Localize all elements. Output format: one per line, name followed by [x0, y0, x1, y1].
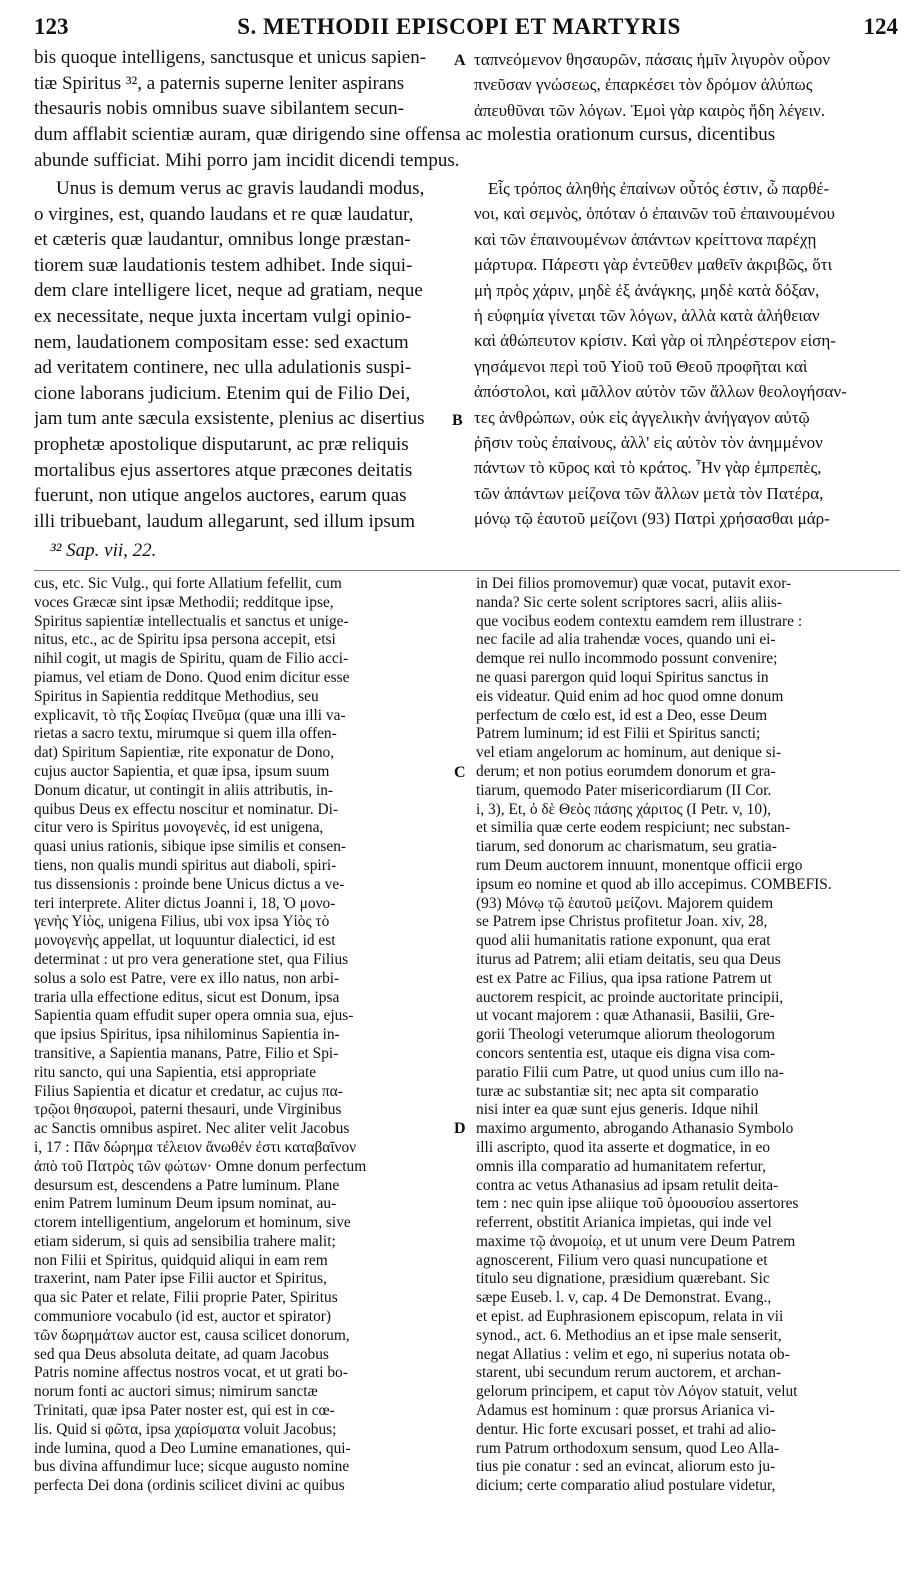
note-line: tiarum, sed donorum ac charismatum, seu gratia-	[476, 838, 777, 856]
text-line: cione laborans judicium. Etenim qui de Filio Dei,	[34, 382, 411, 404]
latin-top-column	[34, 45, 452, 122]
text-line: καὶ τῶν ἐπαινουμένων ἁπάντων κρείττονα παρέχῃ	[474, 229, 817, 249]
text-line: μὴ πρὸς χάριν, μηδὲ ἐξ ἀνάγκης, μηδὲ κατὰ δόξαν,	[474, 280, 820, 300]
text-line: καὶ ἀθώπευτον κρίσιν. Καὶ γὰρ οἱ πληρέστερον εἰση-	[474, 331, 836, 351]
note-line: qua sic Pater et relate, Filii proprie Pater, Spiritus	[34, 1289, 338, 1307]
note-line: et epist. ad Euphrasionem episcopum, relata in vii	[476, 1308, 784, 1326]
note-line: Spiritus sapientiæ intellectualis et sanctus et unige-	[34, 612, 349, 630]
note-line: citur vero is Spiritus μονογενὲς, id est unigena,	[34, 819, 324, 837]
note-line: vel etiam angelorum ac hominum, aut denique si-	[476, 744, 782, 762]
greek-main-column	[474, 176, 898, 532]
note-line: voces Græcæ sint ipsæ Methodii; redditque ipse,	[34, 593, 334, 611]
page-number-right: 124	[863, 14, 898, 39]
note-line: tus dissensionis : proinde bene Unicus dictus a ve-	[34, 875, 345, 893]
text-line: thesauris nobis omnibus suave sibilantem secun-	[34, 98, 404, 120]
note-line: Trinitati, quæ ipsa Pater noster est, qui est in cœ-	[34, 1402, 335, 1420]
note-line: dicium; certe comparatio aliud postulare videtur,	[476, 1477, 776, 1495]
note-line: auctorem respicit, ac proinde auctoritate principii,	[476, 988, 784, 1006]
note-line: titulo seu dignatione, præsidium quærebant. Sic	[476, 1270, 770, 1288]
note-line: perfectum de cœlo est, id est a Deo, esse Deum	[476, 706, 768, 724]
text-line: μόνῳ τῷ ἑαυτοῦ μείζονι (93) Πατρὶ χρήσασθαι μάρ-	[474, 509, 830, 529]
note-line: maximo argumento, abrogando Athanasio Symbolo	[476, 1120, 794, 1138]
text-line: jam tum ante sæcula exsistente, plenius ac disertius	[34, 408, 425, 430]
note-line: omnis illa comparatio ad humanitatem refertur,	[476, 1157, 766, 1175]
note-line: teri interprete. Aliter dictus Joanni i, 18, Ὁ μονο-	[34, 894, 336, 912]
note-line: γενὴς Υἱὸς, unigena Filius, ubi vox ipsa Υἱὸς τὸ	[34, 913, 330, 931]
footnote: ³² Sap. vii, 22.	[50, 540, 157, 561]
text-line: μάρτυρα. Πάρεστι γὰρ ἐντεῦθεν μαθεῖν ἀκριβῶς, ὅτι	[474, 255, 833, 275]
note-line: gorii Theologi veterumque aliorum theologorum	[476, 1026, 775, 1044]
running-title: S. METHODII EPISCOPI ET MARTYRIS	[237, 14, 681, 39]
note-line: nec facile ad alia trahendæ voces, quando uni ei-	[476, 631, 776, 649]
note-line: etiam siderum, si quis ad sensibilia trahere malit;	[34, 1232, 336, 1250]
note-line: inde lumina, quod a Deo Lumine emanationes, qui-	[34, 1439, 351, 1457]
full-width-lines	[34, 122, 900, 173]
note-line: rum Patrum orthodoxum sensum, quod Leo Alla-	[476, 1439, 780, 1457]
page-number-left: 123	[34, 14, 69, 39]
note-line: maxime τῷ ἀνομοίῳ, et ut unum vere Deum Patrem	[476, 1232, 796, 1250]
note-line: Sapientia quam effudit super opera omnia sua, ejus-	[34, 1007, 354, 1025]
text-line: πάντων τὸ κῦρος καὶ τὸ κράτος. Ἦν γὰρ ἐμπρεπὲς,	[474, 458, 822, 478]
note-line: ctorem intelligentium, angelorum et hominum, sive	[34, 1214, 351, 1232]
note-line: Spiritus in Sapientia redditque Methodius, seu	[34, 687, 319, 705]
text-line: mortalibus ejus assertores atque præcones deitatis	[34, 459, 413, 481]
text-line: νοι, καὶ σεμνὸς, ὁπόταν ὁ ἐπαινῶν τοῦ ἐπαινουμένου	[474, 204, 835, 224]
note-line: paratio Filii cum Patre, ut quod unius cum illo na-	[476, 1063, 784, 1081]
notes-right-column	[476, 575, 900, 1496]
note-line: dat) Spiritum Sapientiæ, rite exponatur de Dono,	[34, 744, 335, 762]
note-line: determinat : ut pro vera generatione stet, qua Filius	[34, 950, 349, 968]
note-line: concors sententia est, utaque eis digna visa com-	[476, 1044, 776, 1062]
note-line: tius pie conatur : sed an evincat, aliorum esto ju-	[476, 1458, 776, 1476]
text-line: Εἷς τρόπος ἀληθὴς ἐπαίνων οὗτός ἐστιν, ὦ παρθέ-	[488, 179, 830, 198]
margin-marker-b: B	[452, 412, 463, 429]
note-line: (93) Μόνῳ τῷ ἑαυτοῦ μείζονι. Majorem quidem	[476, 894, 774, 912]
text-line: o virgines, est, quando laudans et re quæ laudatur,	[34, 203, 414, 225]
margin-marker-d: D	[454, 1120, 466, 1137]
note-line: quibus Deus ex effectu noscitur et nominatur. Di-	[34, 800, 339, 818]
text-line: ἡ εὐφημία γίνεται τῶν λόγων, ἀλλὰ κατὰ ἀλήθειαν	[474, 306, 820, 326]
note-line: starent, ubi secundum rerum auctorem, et archan-	[476, 1364, 782, 1382]
note-line: que vocibus eodem contextu eamdem rem illustrare :	[476, 612, 803, 630]
note-line: agnoscerent, Filium vero quasi nuncupatione et	[476, 1251, 768, 1269]
note-line: tem : nec quin ipse aliique τοῦ ὁμοουσίου assertores	[476, 1195, 799, 1213]
note-line: i, 17 : Πᾶν δώρημα τέλειον ἄνωθέν ἐστι καταβαῖνον	[34, 1138, 357, 1156]
note-line: sed qua Deus absoluta deitate, ad quam Jacobus	[34, 1345, 329, 1363]
text-line: ῥῆσιν τοὺς ἐπαίνους, ἀλλ' εἰς αὐτὸν τὸν ἀνημμένον	[474, 433, 823, 453]
note-line: in Dei filios promovemur) quæ vocat, putavit exor-	[476, 575, 792, 592]
note-line: derum; et non potius eorumdem donorum et gra-	[476, 762, 776, 780]
text-line: et cæteris quæ laudantur, omnibus longe præstan-	[34, 229, 411, 251]
note-line: τῶν δωρημάτων auctor est, causa scilicet donorum,	[34, 1326, 350, 1344]
text-line: τῶν ἁπάντων μείζονα τῶν ἄλλων μετὰ τὸν Πατέρα,	[474, 483, 824, 503]
note-line: ut vocant majorem : quæ Athanasii, Basilii, Gre-	[476, 1007, 775, 1025]
running-header	[0, 10, 918, 40]
note-line: communiore vocabulo (id est, auctor et spirator)	[34, 1308, 332, 1326]
note-line: enim Patrem luminum Deum ipsum nominat, au-	[34, 1195, 337, 1213]
note-line: tiens, non qualis mundi spiritus aut diaboli, spiri-	[34, 856, 337, 874]
greek-top-column	[474, 47, 898, 123]
note-line: tiarum, quemodo Pater misericordiarum (II Cor.	[476, 781, 772, 799]
note-line: τρῷοι θησαυροὶ, paterni thesauri, unde Virginibus	[34, 1101, 342, 1119]
note-line: Patrem luminum; id est Filii et Spiritus sancti;	[476, 725, 761, 743]
text-line: nem, laudationem compositam esse: sed exactum	[34, 331, 409, 353]
note-line: solus a solo est Patre, vere ex illo natus, non arbi-	[34, 969, 340, 987]
note-line: sæpe Euseb. l. v, cap. 4 De Demonstrat. Evang.,	[476, 1289, 772, 1307]
note-line: Donum dicatur, ut contingit in aliis attributis, in-	[34, 781, 334, 799]
text-line: dem clare intelligere licet, neque ad gratiam, neque	[34, 280, 423, 302]
divider	[34, 570, 900, 571]
text-line: fuerunt, non utique angelos auctores, earum quas	[34, 485, 407, 507]
note-line: illi ascripto, quod ita asserte et dogmatice, in eo	[476, 1138, 771, 1156]
text-line: illi tribuebant, laudum allegarunt, sed illum ipsum	[34, 510, 415, 532]
note-line: est ex Patre ac Filius, qua ipsa ratione Patrem ut	[476, 969, 772, 987]
note-line: quasi unius rationis, sibique ipse similis et consen-	[34, 838, 347, 856]
note-line: rietas a sacro textu, mirumque si quem illa offen-	[34, 725, 337, 743]
note-line: transitive, a Sapientia manans, Patre, Filio et Spi-	[34, 1044, 339, 1062]
note-line: traria ulla effectione editus, sicut est Donum, ipsa	[34, 988, 340, 1006]
note-line: cus, etc. Sic Vulg., qui forte Allatium fefellit, cum	[34, 575, 342, 592]
text-line: ex necessitate, neque juxta incertam vulgi opinio-	[34, 305, 412, 327]
note-line: Adamus est hominum : quæ prorsus Arianica vi-	[476, 1402, 775, 1420]
note-line: μονογενὴς appellat, ut loquuntur dialectici, id est	[34, 932, 336, 950]
text-line: ἀπευθῦναι τῶν λόγων. Ἐμοὶ γὰρ καιρὸς ἤδη λέγειν.	[474, 100, 826, 120]
text-line: dum afflabit scientiæ auram, quæ dirigendo sine offensa ac molestia orationum cursus, dicentibus	[34, 124, 776, 145]
note-line: ne quasi parergon quid loqui Spiritus sanctus in	[476, 668, 769, 686]
text-line: γησάμενοι περὶ τοῦ Υἱοῦ τοῦ Θεοῦ προφῆται καὶ	[474, 356, 808, 376]
note-line: nihil cogit, ut magis de Spiritu, quam de Filio acci-	[34, 650, 349, 668]
note-line: piamus, vel etiam de Dono. Quod enim dicitur esse	[34, 668, 350, 686]
note-line: perfecta Dei dona (ordinis scilicet divini ac quibus	[34, 1477, 345, 1495]
note-line: nitus, etc., ac de Spiritu ipsa persona accepit, etsi	[34, 631, 336, 649]
note-line: synod., act. 6. Methodius an et ipse male senserit,	[476, 1326, 782, 1344]
note-line: traxerint, nam Pater ipse Filii auctor et Spiritus,	[34, 1270, 327, 1288]
note-line: lis. Quid si φῶτα, ipsa χαρίσματα voluit Jacobus;	[34, 1420, 337, 1438]
note-line: cujus auctor Sapientia, et quæ ipsa, ipsum suum	[34, 762, 330, 780]
note-line: ritu sancto, qui una Sapientia, etsi appropriate	[34, 1063, 317, 1081]
note-line: i, 3), Et, ὁ δὲ Θεὸς πάσης χάριτος (I Petr. v, 10),	[476, 800, 771, 818]
notes-left-column	[34, 575, 464, 1496]
note-line: rum Deum auctorem innuunt, monentque officii ergo	[476, 856, 803, 874]
note-line: nanda? Sic certe solent scriptores sacri, aliis aliis-	[476, 593, 782, 611]
text-line: τες ἀνθρώπων, οὐκ εἰς ἀγγελικὴν ἀνήγαγον αὐτῷ	[474, 407, 810, 427]
note-line: se Patrem ipse Christus profitetur Joan. xiv, 28,	[476, 913, 768, 931]
note-line: dentur. Hic forte excusari posset, et trahi ad alio-	[476, 1420, 777, 1438]
note-line: desursum est, descendens a Patre luminum. Plane	[34, 1176, 340, 1194]
note-line: bus divina affundimur luce; sicque augusto nomine	[34, 1458, 350, 1476]
latin-main-column	[34, 176, 452, 534]
text-line: tiæ Spiritus ³², a paternis superne leniter aspirans	[34, 72, 405, 94]
text-line: πνεῦσαν γνώσεως, ἐπαρκέσει τὸν δρόμον ἀλύπως	[474, 75, 813, 95]
text-line: prophetæ apostolique disputarunt, ac præ reliquis	[34, 433, 409, 455]
margin-marker-c: C	[454, 764, 466, 781]
text-line: bis quoque intelligens, sanctusque et unicus sapien-	[34, 47, 427, 68]
text-line: tiorem suæ laudationis testem adhibet. Inde siqui-	[34, 254, 413, 276]
note-line: que ipsius Spiritus, ipsa nihilominus Sapientia in-	[34, 1026, 340, 1044]
note-line: negat Allatius : velim et ego, ni superius notata ob-	[476, 1345, 790, 1363]
note-line: non Filii et Spiritus, quidquid aliqui in eam rem	[34, 1251, 328, 1269]
note-line: referrent, obstitit Arianica impietas, qui inde vel	[476, 1214, 772, 1232]
text-line: ταπνεόμενον θησαυρῶν, πάσαις ἡμῖν λιγυρὸν οὖρον	[474, 50, 831, 69]
note-line: Filius Sapientia et dicatur et credatur, ac cujus πα-	[34, 1082, 343, 1100]
note-line: norum fonti ac auctori simus; nimirum sanctæ	[34, 1383, 318, 1401]
text-line: abunde sufficiat. Mihi porro jam incidit dicendi tempus.	[34, 149, 460, 171]
note-line: Patris nomine affectus nostros vocat, et ut grati bo-	[34, 1364, 348, 1382]
note-line: demque rei nullo incommodo possunt convenire;	[476, 650, 778, 668]
note-line: gelorum principem, et caput τὸν Λόγον statuit, velut	[476, 1383, 798, 1401]
margin-marker-a: A	[454, 52, 466, 69]
text-line: ad veritatem continere, nec ulla adulationis suspi-	[34, 357, 412, 379]
note-line: explicavit, τὸ τῆς Σοφίας Πνεῦμα (quæ una illi va-	[34, 706, 346, 724]
note-line: turæ ac substantiæ sit; nec apta sit comparatio	[476, 1082, 759, 1100]
note-line: ἀπὸ τοῦ Πατρὸς τῶν φώτων· Omne donum perfectum	[34, 1157, 367, 1175]
text-line: Unus is demum verus ac gravis laudandi modus,	[56, 178, 425, 199]
note-line: quod alii humanitatis ratione exponunt, qua erat	[476, 932, 771, 950]
note-line: contra ac vetus Athanasius ad ipsam retulit deita-	[476, 1176, 779, 1194]
note-line: eis videatur. Quid enim ad hoc quod omne donum	[476, 687, 784, 705]
note-line: et similia quæ certe eodem respiciunt; nec substan-	[476, 819, 791, 837]
note-line: nisi inter ea quæ sunt ejus generis. Idque nihil	[476, 1101, 759, 1119]
note-line: iturus ad Patrem; alii etiam deitatis, seu qua Deus	[476, 950, 781, 968]
text-line: ἀπόστολοι, καὶ μᾶλλον αὐτὸν τῶν ἄλλων θεολογήσαν-	[474, 382, 847, 402]
note-line: ipsum eo nomine et quod ab illo accepimus. COMBEFIS.	[476, 875, 832, 893]
note-line: ac Sanctis omnibus aspiret. Nec aliter velit Jacobus	[34, 1120, 350, 1138]
